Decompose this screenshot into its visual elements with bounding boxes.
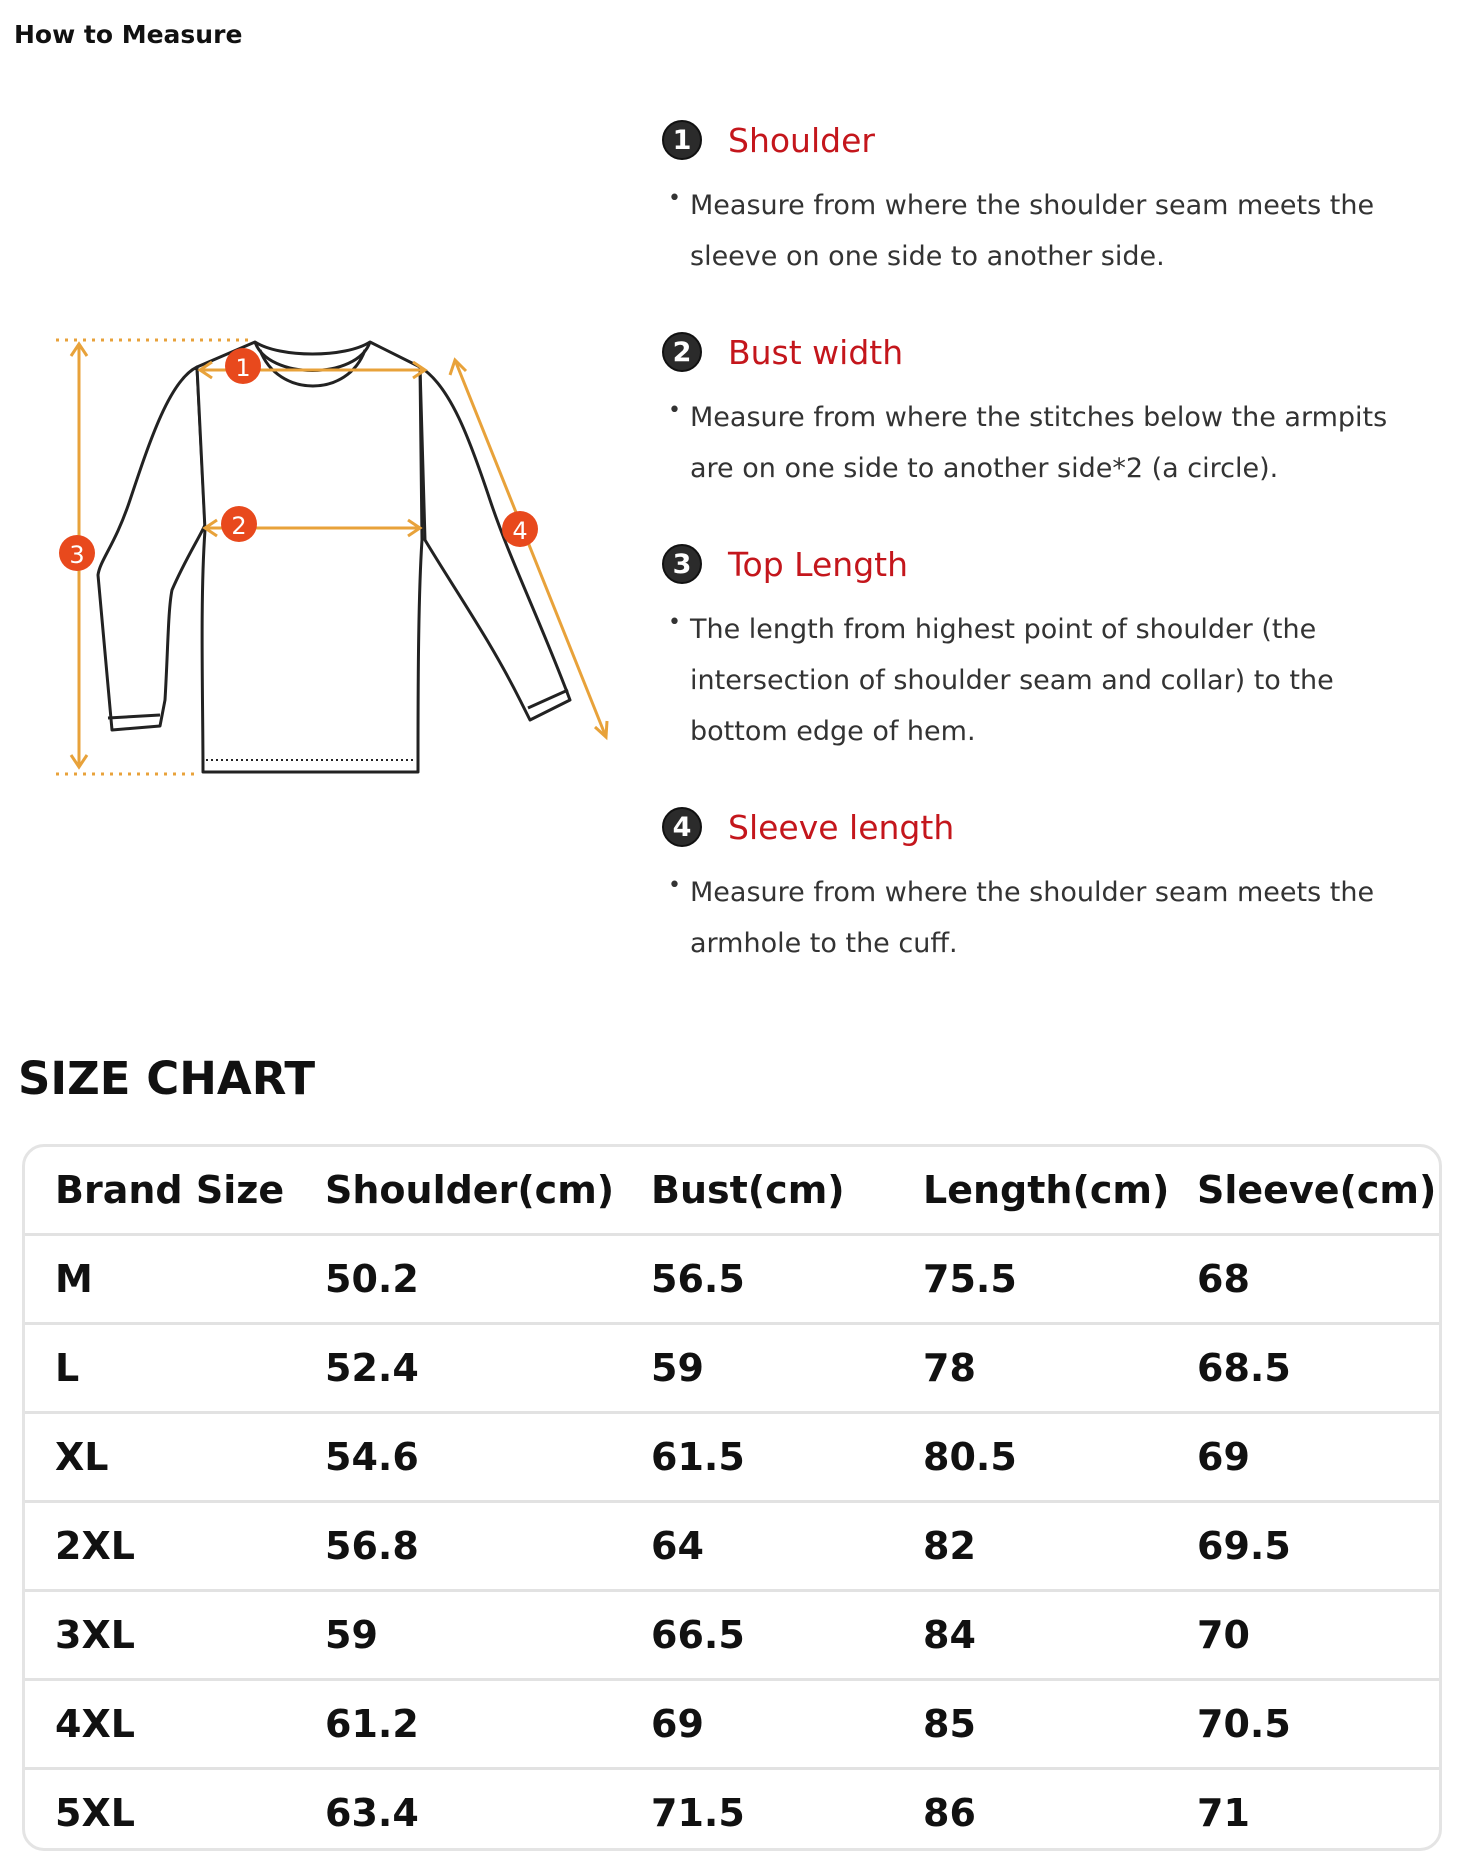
sweater-outline — [98, 342, 570, 772]
table-cell: 71.5 — [621, 1769, 893, 1852]
table-row — [25, 1324, 1442, 1413]
marker-3 — [59, 535, 95, 571]
page-title: How to Measure — [14, 20, 243, 49]
table-cell: 59 — [621, 1324, 893, 1413]
table-cell: 69 — [621, 1680, 893, 1769]
table-cell: XL — [25, 1413, 295, 1502]
table-cell: 85 — [893, 1680, 1167, 1769]
table-cell: 56.8 — [295, 1502, 621, 1591]
table-cell: 86 — [893, 1769, 1167, 1852]
table-cell: 50.2 — [295, 1235, 621, 1324]
step-number-badge: 1 — [662, 120, 702, 160]
step-number-badge: 3 — [662, 544, 702, 584]
table-row — [25, 1680, 1442, 1769]
measure-steps — [662, 118, 1422, 969]
table-cell: 61.5 — [621, 1413, 893, 1502]
table-cell: 68 — [1167, 1235, 1442, 1324]
table-cell: 70.5 — [1167, 1680, 1442, 1769]
column-header: Length(cm) — [923, 1168, 1170, 1212]
step-title: Sleeve length — [728, 807, 955, 847]
garment-diagram — [40, 320, 620, 780]
step-description: Measure from where the shoulder seam meets the armhole to the cuff. — [690, 877, 1375, 959]
table-row — [25, 1591, 1442, 1680]
step-bust-width — [662, 330, 1422, 494]
svg-text:2: 2 — [231, 512, 247, 540]
table-cell: 3XL — [25, 1591, 295, 1680]
column-header: Bust(cm) — [651, 1168, 845, 1212]
step-shoulder — [662, 118, 1422, 282]
svg-text:1: 1 — [235, 354, 251, 382]
table-cell: 54.6 — [295, 1413, 621, 1502]
table-cell: 63.4 — [295, 1769, 621, 1852]
table-cell: 61.2 — [295, 1680, 621, 1769]
bullet-icon: • — [668, 873, 681, 898]
svg-text:3: 3 — [69, 541, 85, 569]
step-title: Shoulder — [728, 120, 875, 160]
table-cell: 2XL — [25, 1502, 295, 1591]
bullet-icon: • — [668, 610, 681, 635]
table-cell: 69.5 — [1167, 1502, 1442, 1591]
column-header: Brand Size — [55, 1168, 285, 1212]
table-cell: 75.5 — [893, 1235, 1167, 1324]
step-description: Measure from where the shoulder seam meets the sleeve on one side to another side. — [690, 190, 1375, 272]
size-chart-table — [22, 1144, 1442, 1851]
table-cell: 68.5 — [1167, 1324, 1442, 1413]
step-description: Measure from where the stitches below the armpits are on one side to another side*2 (a circle). — [690, 402, 1388, 484]
table-cell: M — [25, 1235, 295, 1324]
table-cell: 66.5 — [621, 1591, 893, 1680]
table-cell: 82 — [893, 1502, 1167, 1591]
table-cell: 71 — [1167, 1769, 1442, 1852]
table-row — [25, 1235, 1442, 1324]
table-row — [25, 1502, 1442, 1591]
step-number-badge: 4 — [662, 807, 702, 847]
table-cell: 4XL — [25, 1680, 295, 1769]
column-header: Sleeve(cm) — [1197, 1168, 1437, 1212]
table-cell: 64 — [621, 1502, 893, 1591]
table-row — [25, 1413, 1442, 1502]
marker-4 — [502, 511, 538, 547]
column-header: Shoulder(cm) — [325, 1168, 615, 1212]
step-title: Top Length — [728, 544, 909, 584]
table-row — [25, 1769, 1442, 1852]
table-cell: 52.4 — [295, 1324, 621, 1413]
table-cell: 5XL — [25, 1769, 295, 1852]
table-cell: 80.5 — [893, 1413, 1167, 1502]
step-title: Bust width — [728, 332, 904, 372]
step-top-length — [662, 542, 1422, 757]
table-header-row — [25, 1147, 1442, 1235]
step-sleeve-length — [662, 805, 1422, 969]
step-number-badge: 2 — [662, 332, 702, 372]
marker-1 — [225, 348, 261, 384]
table-cell: 59 — [295, 1591, 621, 1680]
svg-text:4: 4 — [512, 517, 528, 545]
table-cell: 69 — [1167, 1413, 1442, 1502]
bullet-icon: • — [668, 186, 681, 211]
table-cell: 84 — [893, 1591, 1167, 1680]
marker-2 — [221, 506, 257, 542]
table-cell: 70 — [1167, 1591, 1442, 1680]
size-chart-title: SIZE CHART — [18, 1052, 316, 1105]
step-description: The length from highest point of shoulder (the intersection of shoulder seam and collar) to the bottom edge of hem. — [690, 614, 1334, 747]
table-cell: L — [25, 1324, 295, 1413]
bullet-icon: • — [668, 398, 681, 423]
table-cell: 78 — [893, 1324, 1167, 1413]
table-cell: 56.5 — [621, 1235, 893, 1324]
